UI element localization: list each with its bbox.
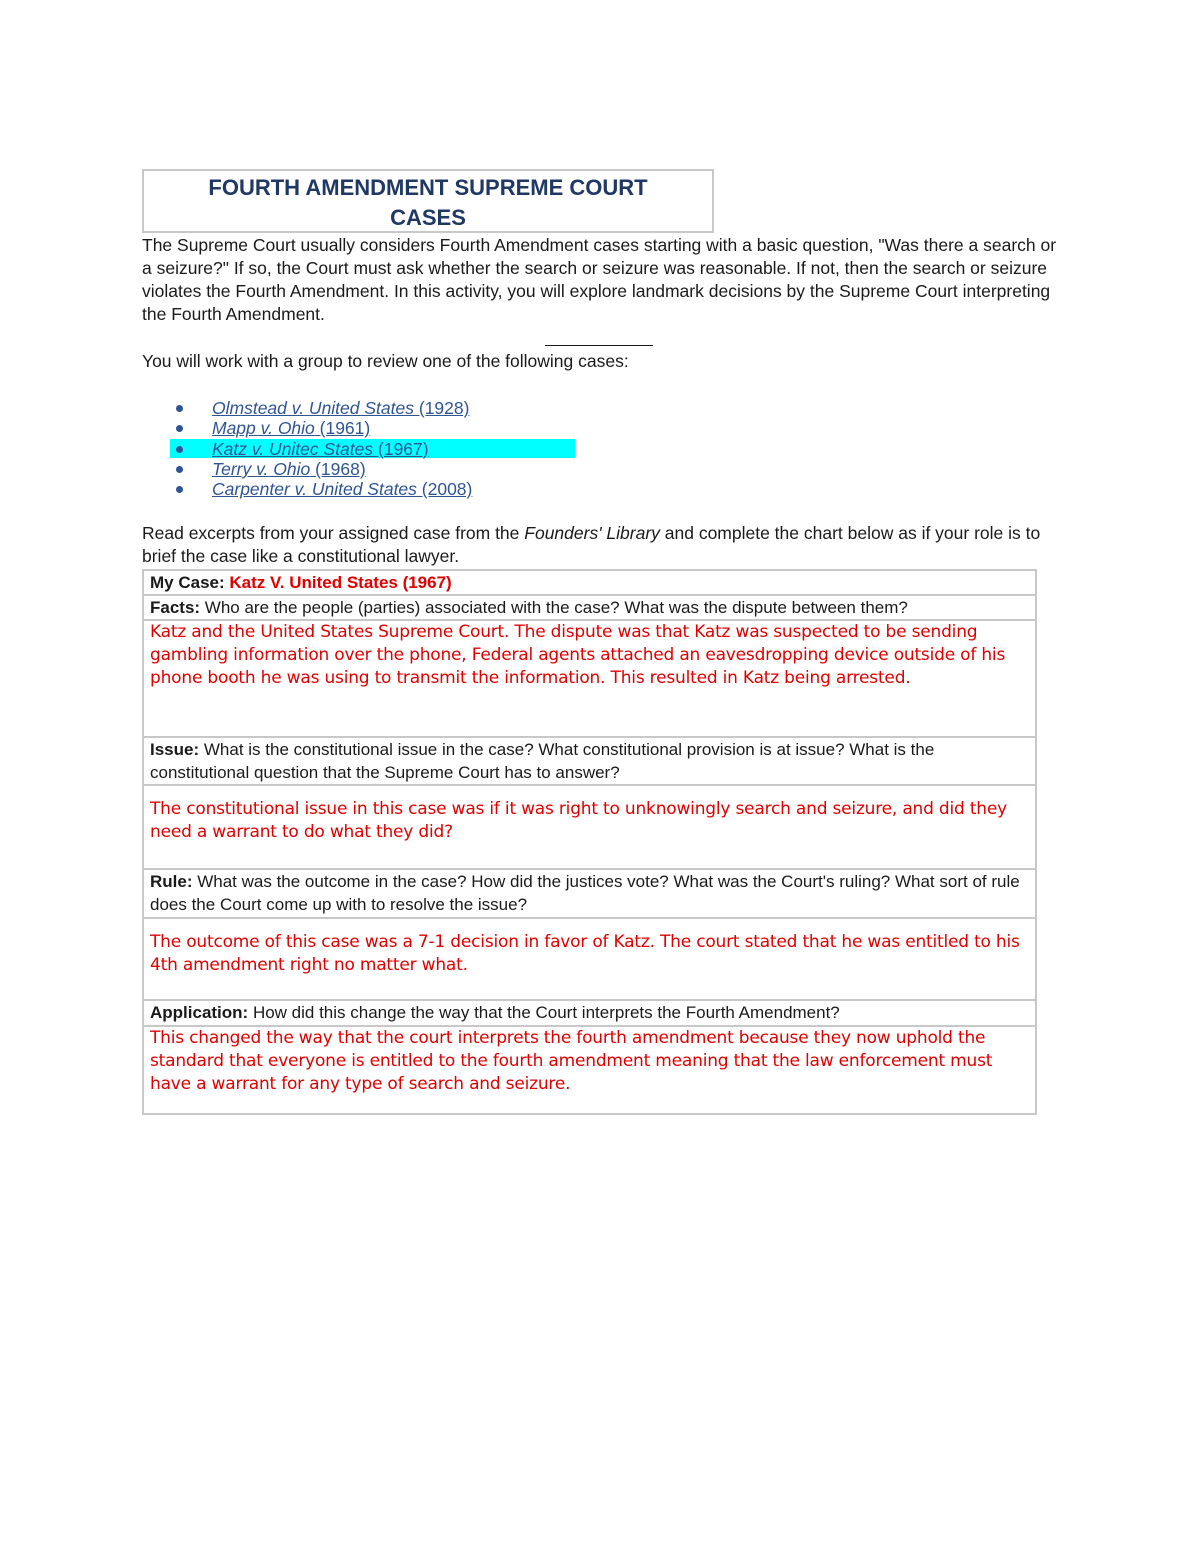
work-prompt: You will work with a group to review one of the following cases: [142, 351, 629, 371]
facts-answer[interactable]: Katz and the United States Supreme Court. The dispute was that Katz was suspected to be sending gambling information over the phone, Federal agents attached an eavesdropping device outside of his phone booth he was using to transmit the information. This resulted in Katz being arrested. [143, 620, 1036, 737]
list-item[interactable] [142, 459, 472, 479]
bullet-icon [176, 405, 183, 412]
case-year[interactable]: (1967) [373, 438, 429, 459]
issue-question: What is the constitutional issue in the case? What constitutional provision is at issue? What is the constitutional question that the Supreme Court has to answer? [150, 740, 935, 782]
case-year[interactable]: (1928) [414, 398, 470, 418]
case-name[interactable]: Olmstead v. United States [212, 398, 414, 418]
bullet-icon [176, 446, 183, 453]
instructions-before: Read excerpts from your assigned case from the [142, 523, 525, 543]
list-item[interactable] [142, 418, 472, 438]
application-label: Application: [150, 1003, 249, 1022]
case-list [142, 398, 472, 499]
list-item-selected[interactable] [142, 439, 472, 459]
rule-question-cell [143, 869, 1036, 918]
issue-answer[interactable]: The constitutional issue in this case was if it was right to unknowingly search and seizure, and did they need a warrant to do what they did? [143, 785, 1036, 869]
founders-library: Founders' Library [524, 523, 660, 543]
rule-label: Rule: [150, 872, 193, 891]
case-name[interactable]: Terry v. Ohio [212, 458, 311, 479]
title-line-2: CASES [390, 205, 466, 230]
my-case-value: Katz V. United States (1967) [229, 573, 452, 592]
issue-label: Issue: [150, 740, 200, 759]
case-year[interactable]: (1961) [314, 418, 371, 439]
case-name[interactable]: Mapp v. Ohio [212, 418, 315, 439]
case-link[interactable] [212, 479, 472, 499]
case-brief-chart [142, 569, 1037, 1115]
bullet-icon [176, 486, 183, 493]
title-line-1: FOURTH AMENDMENT SUPREME COURT [208, 175, 648, 200]
instructions-after: and complete the chart below as if your role is to brief the case like a constitutional lawyer. [142, 523, 1041, 566]
case-year[interactable]: (2008) [416, 479, 473, 500]
intro-paragraph: The Supreme Court usually considers Fourth Amendment cases starting with a basic question, "Was there a search or a seizure?" If so, the Court must ask whether the search or seizure was reasonable. If not, then the search or seizure violates the Fourth Amendment. In this activity, you will explore landmark decisions by the Supreme Court interpreting the Fourth Amendment. [142, 235, 1057, 324]
rule-question: What was the outcome in the case? How did the justices vote? What was the Court's ruling? What sort of rule does the Court come up with to resolve the issue? [150, 872, 1020, 914]
my-case-label: My Case: [150, 573, 225, 592]
list-item[interactable] [142, 398, 472, 418]
page-title [142, 169, 714, 233]
issue-question-cell [143, 737, 1036, 785]
case-year[interactable]: (1968) [310, 458, 366, 479]
bullet-icon [176, 466, 183, 473]
facts-question-cell [143, 595, 1036, 620]
case-link[interactable] [212, 459, 366, 479]
instructions-paragraph [142, 522, 1057, 568]
facts-question: Who are the people (parties) associated with the case? What was the dispute between them? [200, 598, 908, 617]
case-link[interactable] [212, 418, 370, 438]
application-question: How did this change the way that the Court interprets the Fourth Amendment? [248, 1003, 840, 1022]
case-name[interactable]: Katz v. Unitec States [212, 438, 374, 459]
rule-answer[interactable]: The outcome of this case was a 7-1 decision in favor of Katz. The court stated that he was entitled to his 4th amendment right no matter what. [143, 918, 1036, 1000]
case-link[interactable] [212, 439, 429, 459]
application-answer[interactable]: This changed the way that the court interprets the fourth amendment because they now uphold the standard that everyone is entitled to the fourth amendment meaning that the law enforcement must have a warrant for any type of search and seizure. [143, 1026, 1036, 1114]
application-question-cell [143, 1000, 1036, 1026]
bullet-icon [176, 425, 183, 432]
list-item[interactable] [142, 479, 472, 499]
case-link[interactable] [212, 398, 469, 418]
divider-line [545, 345, 653, 346]
my-case-cell [143, 570, 1036, 595]
case-name[interactable]: Carpenter v. United States [212, 479, 417, 500]
facts-label: Facts: [150, 598, 201, 617]
